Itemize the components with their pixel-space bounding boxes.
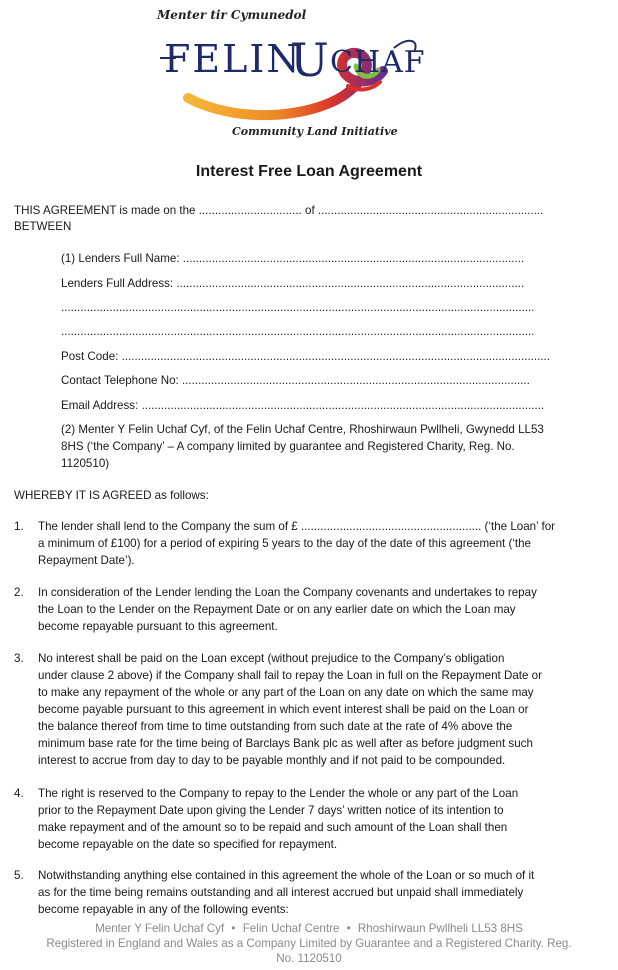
whereby-heading: WHEREBY IT IS AGREED as follows:: [14, 489, 209, 502]
lender-name-field: (1) Lenders Full Name: ..........................................................................................................: [61, 252, 525, 265]
clause-4-line-3: make repayment and of the amount so to be repaid and such amount of the Loan shall then: [38, 821, 508, 834]
email-field: Email Address: .............................................................................................................................: [61, 399, 545, 412]
logo-tagline: Community Land Initiative: [232, 125, 398, 138]
clause-5-line-3: become repayable in any of the following events:: [38, 903, 289, 916]
clause-3-line-1: No interest shall be paid on the Loan except (without prejudice to the Company’s obligation: [38, 652, 505, 665]
clause-4-line-4: become repayable on the date so specified for repayment.: [38, 838, 338, 851]
clause-3-line-7: interest to accrue from day to day to be payable monthly and if not paid to be compounded.: [38, 754, 506, 767]
address-line-3: ...................................................................................................................................................: [61, 325, 535, 338]
clause-number: 5.: [14, 869, 24, 882]
clause-4-line-1: The right is reserved to the Company to repay to the Lender the whole or any part of the Loan: [38, 787, 519, 800]
bullet-icon: •: [346, 922, 351, 935]
felin-uchaf-logo: [158, 26, 428, 124]
clause-3-line-6: minimum base rate for the time being of Barclays Bank plc as well after as before judgment such: [38, 737, 533, 750]
footer-centre: Felin Uchaf Centre: [242, 922, 340, 935]
clause-1-line-2: a minimum of £100) for a period of expiring 5 years to the day of the date of this agreement (‘the: [38, 537, 532, 550]
clause-3-line-5: the balance thereof from time to time outstanding from such date at the rate of 4% above the: [38, 720, 513, 733]
address-line-2: ...................................................................................................................................................: [61, 301, 535, 314]
party2-line-1: (2) Menter Y Felin Uchaf Cyf, of the Felin Uchaf Centre, Rhoshirwaun Pwllheli, Gwynedd LL53: [61, 423, 544, 436]
footer-address: Rhoshirwaun Pwllheli LL53 8HS: [357, 922, 523, 935]
clause-5-line-1: Notwithstanding anything else contained in this agreement the whole of the Loan or so much of it: [38, 869, 535, 882]
org-name: Menter tir Cymunedol: [157, 8, 307, 22]
clause-2-line-2: the Loan to the Lender on the Repayment Date or on any earlier date on which the Loan may: [38, 603, 516, 616]
clause-number: 4.: [14, 787, 24, 800]
footer-company: Menter Y Felin Uchaf Cyf: [95, 922, 225, 935]
clause-3-line-3: to make any repayment of the whole or any part of the Loan on any date on which the same may: [38, 686, 534, 699]
svg-text:CHAF: CHAF: [330, 45, 426, 80]
clause-3-line-2: under clause 2 above) if the Company shall fail to repay the Loan in full on the Repayment Date or: [38, 669, 542, 682]
clause-number: 3.: [14, 652, 24, 665]
lender-address-field: Lenders Full Address: ............................................................................................................: [61, 277, 525, 290]
svg-text:U: U: [290, 33, 329, 87]
between-label: BETWEEN: [14, 220, 72, 233]
page-footer: [0, 921, 618, 966]
clause-1-line-3: Repayment Date’).: [38, 554, 135, 567]
footer-registration-line: Registered in England and Wales as a Company Limited by Guarantee and a Registered Charity. Reg.: [46, 937, 572, 950]
footer-address-line: [0, 921, 618, 936]
clause-3-line-4: become payable pursuant to this agreement in which event interest shall be paid on the Loan or: [38, 703, 529, 716]
clause-number: 1.: [14, 520, 24, 533]
document-title: Interest Free Loan Agreement: [195, 163, 423, 180]
clause-number: 2.: [14, 586, 24, 599]
post-code-field: Post Code: .....................................................................................................................................: [61, 350, 550, 363]
telephone-field: Contact Telephone No: ............................................................................................................: [61, 374, 530, 387]
svg-text:FELIN: FELIN: [164, 37, 302, 81]
clause-2-line-3: become repayable pursuant to this agreement.: [38, 620, 278, 633]
bullet-icon: •: [231, 922, 236, 935]
clause-2-line-1: In consideration of the Lender lending the Loan the Company covenants and undertakes to repay: [38, 586, 537, 599]
clause-1-line-1: The lender shall lend to the Company the sum of £ ........................................................ (‘the Loan’ for: [38, 520, 556, 533]
party2-line-2: 8HS (‘the Company’ – A company limited by guarantee and Registered Charity, Reg. No.: [61, 440, 515, 453]
footer-registration-number: No. 1120510: [276, 952, 342, 965]
agreement-date-line: THIS AGREEMENT is made on the ................................ of ......................................................................: [14, 204, 544, 217]
clause-4-line-2: prior to the Repayment Date upon giving the Lender 7 days’ written notice of its intention to: [38, 804, 504, 817]
party2-line-3: 1120510): [61, 457, 110, 470]
clause-5-line-2: as for the time being remains outstanding and all interest accrued but unpaid shall immediately: [38, 886, 524, 899]
